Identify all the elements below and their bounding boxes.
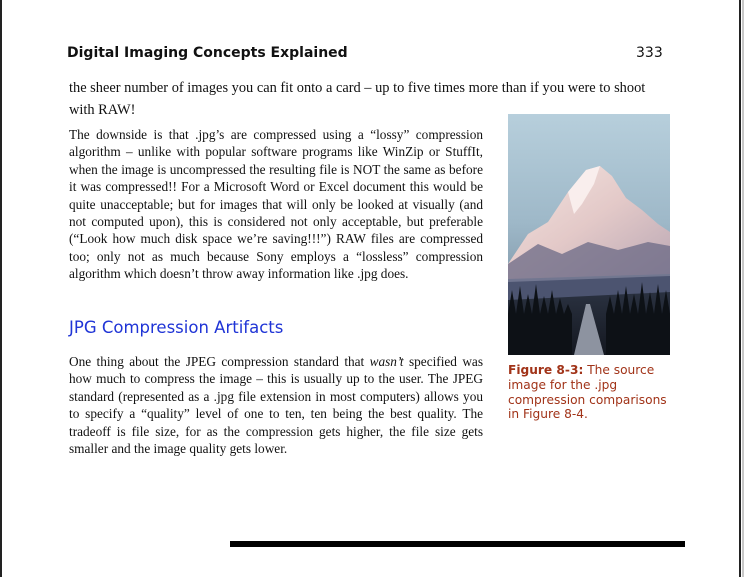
paragraph-text-end: specified was how much to compress the image – this is usually up to the user. The JPEG standard (represented as a .jpg file extension in most computers) allows you to specify a “quality” level of one to ten, ten being the best quality. The tradeoff is file size, for as the compression gets higher, the file size gets smaller and the image quality gets lower. — [69, 354, 483, 457]
figure-caption — [508, 363, 668, 422]
figure-label: Figure 8-3: — [508, 363, 584, 377]
paragraph-downside: The downside is that .jpg’s are compressed using a “lossy” compression algorithm – unlike with popular software programs like WinZip or StuffIt, when the image is uncompressed the resulting file is NOT the same as before it was compressed!! For a Microsoft Word or Excel document this would be quite unacceptable; but for images that will only be looked at visually (and not computed upon), this is considered not only acceptable, but preferable (“Look how much disk space we’re saving!!!”) RAW files are compressed too; only not as much because Sony employs a “lossless” compression algorithm which doesn’t throw away information like .jpg does. — [69, 127, 483, 282]
bottom-rule — [230, 541, 685, 547]
page-border-right — [739, 0, 741, 577]
page-border-left — [0, 0, 2, 577]
paragraph-text-start: One thing about the JPEG compression standard that — [69, 354, 370, 369]
mountain-photo-graphic — [508, 114, 670, 355]
running-title: Digital Imaging Concepts Explained — [67, 45, 348, 61]
paragraph-jpeg-standard — [69, 353, 483, 457]
section-heading: JPG Compression Artifacts — [69, 318, 284, 337]
page-number: 333 — [636, 45, 663, 61]
figure-caption-text: The source image for the .jpg compression comparisons in Figure 8-4. — [508, 363, 667, 422]
lead-paragraph: the sheer number of images you can fit onto a card – up to five times more than if you were to shoot with RAW! — [69, 80, 646, 118]
emphasis-text: wasn’t — [369, 354, 404, 369]
figure-photo-mountain — [508, 114, 670, 355]
